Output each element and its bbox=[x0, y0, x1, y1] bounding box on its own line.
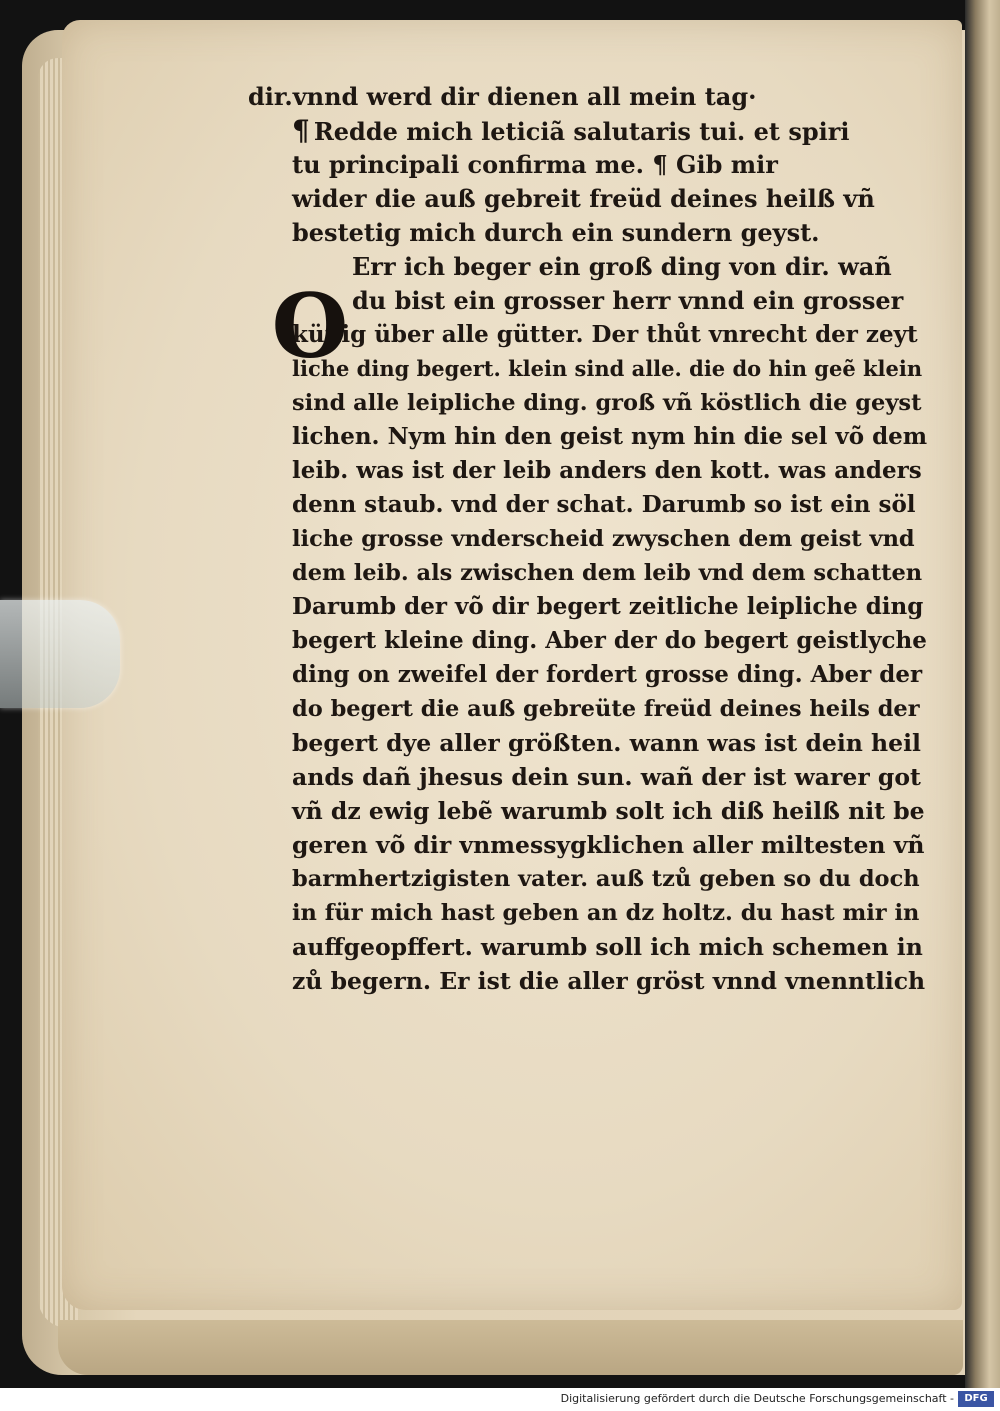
bookmark-clip bbox=[0, 600, 120, 708]
funding-credit: Digitalisierung gefördert durch die Deutsche Forschungsgemeinschaft - bbox=[560, 1392, 954, 1405]
text-line: liche ding begert. klein sind alle. die do hin geẽ klein bbox=[292, 356, 923, 381]
text-line: ands dañ jhesus dein sun. wañ der ist warer got bbox=[292, 763, 921, 791]
text-line: do begert die auß gebreüte freüd deines heils der bbox=[292, 696, 920, 722]
text-line: liche grosse vnderscheid zwyschen dem geist vnd bbox=[292, 526, 915, 552]
text-line: wider die auß gebreit freüd deines heilß vñ bbox=[292, 184, 875, 213]
text-line: auffgeopffert. warumb soll ich mich schemen in bbox=[292, 933, 923, 961]
text-line: geren võ dir vnmessygklichen aller miltesten vñ bbox=[292, 831, 925, 859]
text-line: Darumb der võ dir begert zeitliche leipliche ding bbox=[292, 593, 924, 620]
text-line: Err ich beger ein groß ding von dir. wañ bbox=[352, 252, 892, 281]
text-line: zů begern. Er ist die aller gröst vnnd vnenntlich bbox=[292, 967, 926, 995]
text-line: leib. was ist der leib anders den kott. was anders bbox=[292, 457, 922, 484]
text-line: bestetig mich durch ein sundern geyst. bbox=[292, 218, 820, 247]
text-line: künig über alle gütter. Der thůt vnrecht der zeyt bbox=[292, 321, 918, 348]
page-bottom-edge bbox=[58, 1320, 963, 1375]
text-line: barmhertzigisten vater. auß tzů geben so du doch bbox=[292, 866, 920, 892]
drop-cap-initial: O bbox=[271, 274, 349, 378]
dfg-logo-icon: DFG bbox=[958, 1391, 994, 1407]
text-line: ¶ Redde mich leticiã salutaris tui. et spiri bbox=[292, 114, 850, 147]
text-line: dir.vnnd werd dir dienen all mein tag· bbox=[248, 82, 757, 111]
text-line: du bist ein grosser herr vnnd ein grosser bbox=[352, 286, 904, 315]
text-line: lichen. Nym hin den geist nym hin die sel võ dem bbox=[292, 423, 928, 450]
text-line: denn staub. vnd der schat. Darumb so ist ein söl bbox=[292, 491, 916, 518]
text-line: sind alle leipliche ding. groß vñ köstlich die geyst bbox=[292, 390, 922, 416]
text-line: begert kleine ding. Aber der do begert geistlyche bbox=[292, 627, 927, 654]
text-line: vñ dz ewig lebẽ warumb solt ich diß heilß nit be bbox=[292, 797, 925, 825]
text-line: tu principali confirma me. ¶ Gib mir bbox=[292, 150, 778, 179]
book-gutter bbox=[965, 0, 1000, 1388]
text-line: begert dye aller größten. wann was ist dein heil bbox=[292, 729, 921, 757]
printed-text bbox=[248, 80, 928, 998]
text-line: dem leib. als zwischen dem leib vnd dem schatten bbox=[292, 560, 923, 586]
footer-bar bbox=[0, 1388, 1000, 1411]
text-line: ding on zweifel der fordert grosse ding. Aber der bbox=[292, 661, 923, 688]
text-line: in für mich hast geben an dz holtz. du hast mir in bbox=[292, 900, 920, 926]
pilcrow-icon: ¶ bbox=[292, 114, 310, 147]
